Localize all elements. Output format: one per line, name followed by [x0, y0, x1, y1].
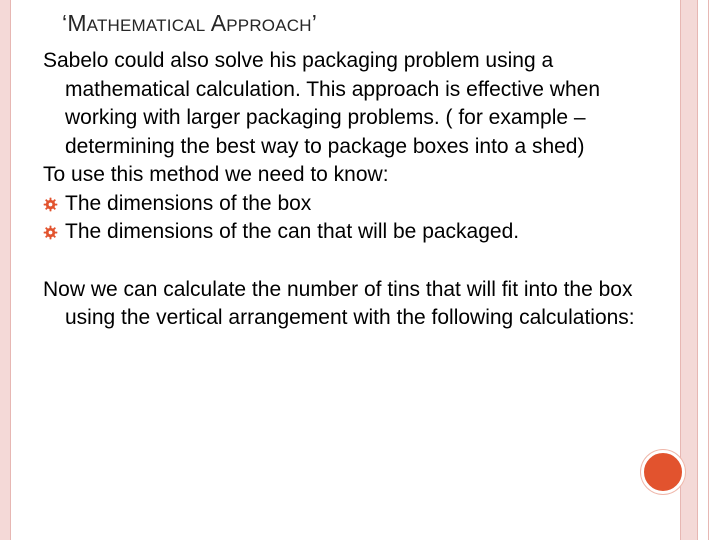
title-open-quote: ‘: [62, 10, 68, 36]
left-decorative-rail: [0, 0, 10, 540]
title-word1-rest: ATHEMATICAL: [86, 16, 206, 35]
slide-title: [62, 8, 317, 41]
slide-content: [43, 47, 668, 333]
decorative-orb: [641, 450, 685, 494]
right-rail-border: [708, 0, 709, 540]
title-word1-initial: M: [67, 10, 87, 36]
left-rail-border: [10, 0, 11, 540]
title-close-quote: ’: [311, 10, 318, 36]
gear-icon: [43, 225, 58, 240]
gear-icon: [43, 197, 58, 212]
bullet-text: The dimensions of the box: [65, 191, 312, 215]
bullet-can-dimensions: [43, 218, 668, 247]
title-word2-rest: PPROACH: [226, 16, 312, 35]
calculation-intro: Now we can calculate the number of tins that will fit into the box using the vertical arrangement with the following calculations:: [43, 277, 635, 329]
right-decorative-rail: [680, 0, 698, 540]
bullet-box-dimensions: [43, 190, 668, 219]
method-intro: To use this method we need to know:: [43, 163, 389, 186]
title-word2-initial: A: [210, 10, 227, 36]
intro-paragraph: Sabelo could also solve his packaging problem using a mathematical calculation. This approach is effective when working with larger packaging problems. ( for example – determining the best way to package boxes into a shed): [43, 49, 601, 158]
paragraph-spacer: [43, 247, 668, 276]
bullet-text: The dimensions of the can that will be packaged.: [65, 220, 520, 243]
